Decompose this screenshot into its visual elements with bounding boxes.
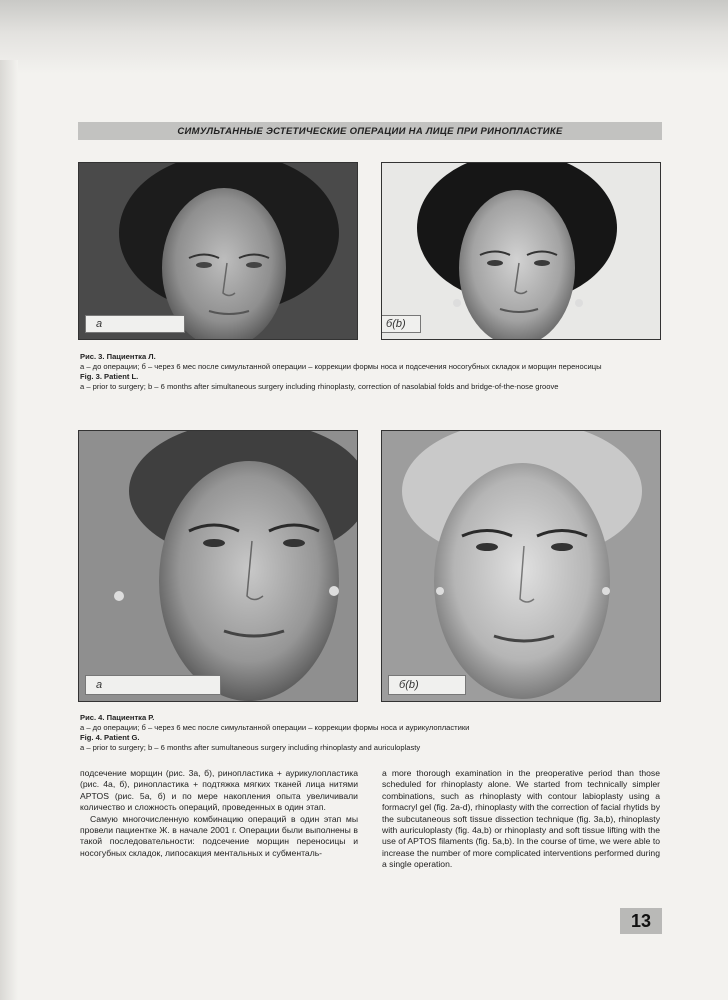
fig4-caption-ru-title: Рис. 4. Пациентка Р. bbox=[80, 713, 155, 722]
fig3-caption bbox=[80, 352, 664, 392]
fig4a-label bbox=[85, 675, 221, 695]
fig4b-label bbox=[388, 675, 466, 695]
fig4-caption-ru-text: а – до операции; б – через 6 мес после симультанной операции – коррекции формы носа и аурикулопластики bbox=[80, 723, 470, 732]
fig3b-label-text: б(b) bbox=[386, 318, 406, 330]
fig4-caption-en-text: a – prior to surgery; b – 6 months after sumultaneous surgery including rhinoplasty and auriculoplasty bbox=[80, 743, 421, 752]
fig3-caption-ru-text: а – до операции; б – через 6 мес после симультанной операции – коррекции формы носа и подсечения носогубных складок и морщин переносицы bbox=[80, 362, 602, 371]
body-right-paragraph-1: a more thorough examination in the preoperative period than those scheduled for rhinoplasty alone. We started from technically simpler combinations, such as rhinoplasty with contour labioplasty using a formacryl gel (fig. 2a-d), rhinoplasty with the correction of facial rhytids by the subcutaneous soft tissue dissection technique (fig. 3a,b), rhinoplasty with auriculoplasty (fig. 4a,b) or rhinoplasty and soft tissue lifting with the use of APTOS filaments (fig. 5a,b). In the course of time, we were able to increase the number of more complicated interventions performed during a single operation. bbox=[382, 768, 660, 870]
fig3b-photo bbox=[381, 162, 661, 340]
fig3a-label-text: a bbox=[96, 318, 103, 330]
running-header-title: СИМУЛЬТАННЫЕ ЭСТЕТИЧЕСКИЕ ОПЕРАЦИИ НА ЛИЦЕ ПРИ РИНОПЛАСТИКЕ bbox=[177, 125, 563, 137]
fig3-caption-en-text: a – prior to surgery; b – 6 months after simultaneous surgery including rhinoplasty, correction of nasolabial folds and bridge-of-the-nose groove bbox=[80, 382, 559, 391]
fig3b-label bbox=[381, 315, 421, 333]
fig4b-photo bbox=[381, 430, 661, 702]
fig3-caption-en-title: Fig. 3. Patient L. bbox=[80, 372, 139, 381]
page-number-text: 13 bbox=[630, 910, 652, 931]
fig4a-photo bbox=[78, 430, 358, 702]
fig4-caption bbox=[80, 713, 664, 753]
fig4-caption-en-title: Fig. 4. Patient G. bbox=[80, 733, 140, 742]
scan-top-shadow bbox=[0, 0, 728, 74]
fig4a-label-text: a bbox=[96, 679, 103, 691]
fig4b-label-text: б(b) bbox=[399, 679, 419, 691]
fig3a-label bbox=[85, 315, 185, 333]
fig3a-photo bbox=[78, 162, 358, 340]
body-right-column bbox=[382, 768, 660, 871]
body-left-column bbox=[80, 768, 358, 859]
running-header bbox=[78, 122, 662, 140]
body-left-paragraph-2: Самую многочисленную комбинацию операций в один этап мы провели пациентке Ж. в начале 2001 г. Операции были выполнены в такой последовательности: подсечение морщин переносицы и носогубных складок, липосакция ментальных и субменталь- bbox=[80, 813, 358, 858]
body-left-paragraph-1: подсечение морщин (рис. 3а, б), ринопластика + аурикулопластика (рис. 4а, б), ринопластика + подтяжка мягких тканей лица нитями APTOS (рис. 5а, б) и по мере накопления опыта увеличивали количество и сложность операций, проведенных в один этап. bbox=[80, 768, 358, 813]
fig3-caption-ru-title: Рис. 3. Пациентка Л. bbox=[80, 352, 156, 361]
page-number bbox=[620, 908, 662, 934]
scan-left-edge bbox=[0, 60, 18, 1000]
